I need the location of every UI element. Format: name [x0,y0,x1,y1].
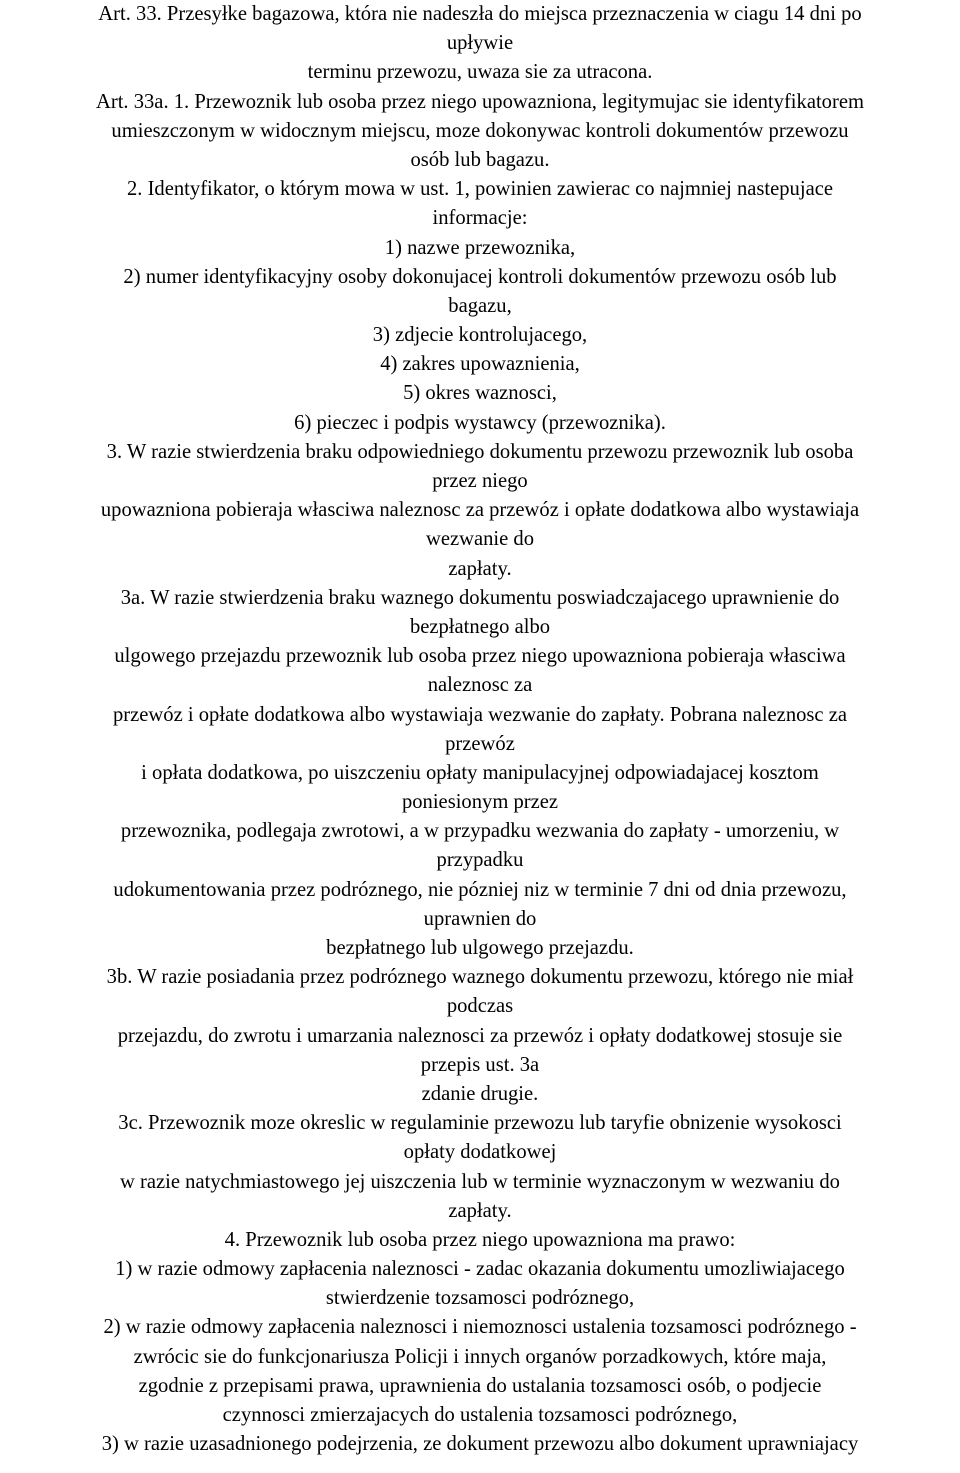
text-line: umieszczonym w widocznym miejscu, moze dokonywac kontroli dokumentów przewozu [111,119,849,142]
text-line: 1) nazwe przewoznika, [384,236,576,259]
text-line: zgodnie z przepisami prawa, uprawnienia do ustalania tozsamosci osób, o podjecie [138,1374,822,1397]
text-line: upływie [446,32,514,55]
text-line: stwierdzenie tozsamosci podróznego, [325,1287,635,1310]
text-line: zwrócic sie do funkcjonariusza Policji i innych organów porzadkowych, które maja, [133,1345,827,1368]
text-line: zdanie drugie. [421,1082,539,1105]
text-line: w razie natychmiastowego jej uiszczenia lub w terminie wyznaczonym w wezwaniu do [120,1170,840,1193]
text-line: poniesionym przez [401,791,559,814]
text-line: 2) numer identyfikacyjny osoby dokonujacej kontroli dokumentów przewozu osób lub [123,265,837,288]
text-line: przypadku [436,849,524,872]
text-line: przewóz [445,732,515,755]
text-line: zapłaty. [448,1199,512,1222]
text-line: podczas [446,995,514,1018]
text-line: 2) w razie odmowy zapłacenia naleznosci i niemoznosci ustalenia tozsamosci podróznego - [103,1316,857,1339]
text-line: uprawnien do [423,907,537,930]
text-line: informacje: [432,207,528,230]
text-line: bagazu, [448,294,512,317]
text-line: udokumentowania przez podróznego, nie pózniej niz w terminie 7 dni od dnia przewozu, [113,878,847,901]
text-line: 3b. W razie posiadania przez podróznego waznego dokumentu przewozu, którego nie miał [106,966,854,989]
text-line: wezwanie do [425,528,535,551]
text-line: zapłaty. [448,557,512,580]
text-line: Art. 33a. 1. Przewoznik lub osoba przez niego upowazniona, legitymujac sie identyfikatorem [95,90,865,113]
text-line: osób lub bagazu. [410,148,550,171]
text-line: 2. Identyfikator, o którym mowa w ust. 1, powinien zawierac co najmniej nastepujace [126,178,833,201]
text-line: przez niego [432,470,528,492]
text-line: 3) zdjecie kontrolujacego, [372,324,588,347]
text-line: 4. Przewoznik lub osoba przez niego upowazniona ma prawo: [224,1228,736,1251]
text-line: Art. 33. Przesyłke bagazowa, która nie nadeszła do miejsca przeznaczenia w ciagu 14 dni po [98,3,862,25]
text-line: 3c. Przewoznik moze okreslic w regulaminie przewozu lub taryfie obnizenie wysokosci [118,1112,842,1135]
text-line: 3a. W razie stwierdzenia braku waznego dokumentu poswiadczajacego uprawnienie do [120,586,840,609]
text-line: 1) w razie odmowy zapłacenia naleznosci - zadac okazania dokumentu umozliwiajacego [115,1258,845,1281]
text-line: przewóz i opłate dodatkowa albo wystawiaja wezwanie do zapłaty. Pobrana naleznosc za [112,703,847,726]
text-line: przewoznika, podlegaja zwrotowi, a w przypadku wezwania do zapłaty - umorzeniu, w [120,820,840,843]
text-line: 3. W razie stwierdzenia braku odpowiedniego dokumentu przewozu przewoznik lub osoba [106,440,854,463]
text-line: 3) w razie uzasadnionego podejrzenia, ze dokument przewozu albo dokument uprawniajacy [101,1433,859,1456]
text-line: upowazniona pobieraja własciwa naleznosc za przewóz i opłate dodatkowa albo wystawiaja [100,499,860,522]
text-line: bezpłatnego albo [409,615,551,638]
text-line: przepis ust. 3a [420,1053,540,1076]
text-line: opłaty dodatkowej [403,1141,557,1164]
text-line: 4) zakres upowaznienia, [380,353,580,376]
text-line: 6) pieczec i podpis wystawcy (przewoznika). [294,411,666,434]
text-line: terminu przewozu, uwaza sie za utracona. [307,61,653,84]
text-line: przejazdu, do zwrotu i umarzania naleznosci za przewóz i opłaty dodatkowej stosuje sie [117,1024,843,1047]
text-line: czynnosci zmierzajacych do ustalenia tozsamosci podróznego, [222,1404,738,1426]
text-line: naleznosc za [427,674,533,697]
text-line: bezpłatnego lub ulgowego przejazdu. [326,937,634,959]
text-line: ulgowego przejazdu przewoznik lub osoba przez niego upowazniona pobieraja własciwa [114,645,846,668]
text-line: i opłata dodatkowa, po uiszczeniu opłaty manipulacyjnej odpowiadajacej kosztom [141,761,819,784]
text-line: 5) okres waznosci, [403,382,557,405]
